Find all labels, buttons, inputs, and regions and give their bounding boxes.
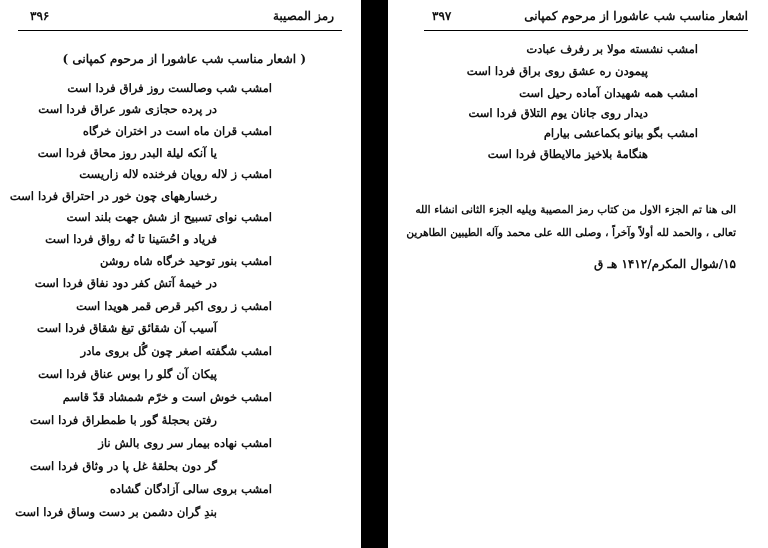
poem-line: امشب قران ماه است در اختران خرگاه: [82, 124, 272, 138]
poem-line: امشب شب وصالست روز فراق فردا است: [67, 81, 272, 95]
closing-paragraph-line2: تعالی ، والحمد لله أولاً وآخراً ، وصلی الله علی محمد وآله الطیبین الطاهرین: [406, 227, 736, 239]
poem-line: در پرده حجازی شور عراق فردا است: [38, 102, 217, 116]
closing-paragraph-line1: الی هنا تم الجزء الاول من کتاب رمز المصیبة ویلیه الجزء الثانی انشاء الله: [415, 204, 736, 216]
poem-line: بندِ گران دشمن بر دست وساق فردا است: [15, 505, 217, 519]
poem-line: امشب بروی سالی آزادگان گشاده: [109, 482, 272, 496]
poem-line: امشب ز روی اکبر قرص قمر هویدا است: [76, 299, 272, 313]
poem-line: امشب نهاده بیمار سر روی بالش ناز: [98, 436, 272, 450]
poem-line: رفتن بحجلهٔ گور با طمطراق فردا است: [30, 413, 217, 427]
book-spine: [361, 0, 388, 548]
poem-line: رخسارههای چون خور در احتراق فردا است: [9, 189, 217, 203]
date-line: ۱۵/شوال المکرم/۱۴۱۲ هـ ق: [593, 257, 736, 271]
poem-line: هنگامهٔ بلاخیز مالایطاق فردا است: [487, 147, 648, 161]
right-page: [388, 0, 768, 548]
poem-line: امشب نوای تسبیح از شش جهت بلند است: [66, 210, 272, 224]
poem-line: امشب خوش است و خرّم شمشاد قدّ قاسم: [62, 390, 272, 404]
right-header-rule: [424, 30, 748, 31]
poem-line: گر دون بحلقهٔ غل پا در وثاق فردا است: [30, 459, 217, 473]
poem-line: امشب نشسته مولا بر رفرف عبادت: [526, 42, 698, 56]
poem-line: در خیمهٔ آتش کفر دود نفاق فردا است: [34, 276, 217, 290]
poem-line: پیکان آن گلو را بوس عناق فردا است: [38, 367, 217, 381]
poem-line: امشب همه شهیدان آماده رحیل است: [519, 86, 698, 100]
poem-line: امشب شگفته اصغر چون گُل بروی مادر: [80, 344, 272, 358]
left-page: [0, 0, 360, 548]
poem-line: دیدار روی جانان یوم التلاق فردا است: [468, 106, 648, 120]
poem-line: امشب ز لاله رویان فرخنده لاله زاریست: [79, 167, 272, 181]
left-section-title: ( اشعار مناسب شب عاشورا از مرحوم کمپانی ): [62, 52, 306, 66]
left-header-rule: [18, 30, 342, 31]
poem-line: امشب بنور توحید خرگاه شاه روشن: [100, 254, 272, 268]
left-page-number: ۳۹۶: [30, 9, 50, 23]
right-page-number: ۳۹۷: [432, 9, 452, 23]
poem-line: امشب بگو بیانو بکماعشی بیارام: [543, 126, 698, 140]
poem-line: پیمودن ره عشق روی براق فردا است: [466, 64, 648, 78]
left-header-title: رمز المصيبة: [272, 9, 334, 23]
poem-line: آسیب آن شقائق تیغ شقاق فردا است: [37, 321, 217, 335]
right-header-title: اشعار مناسب شب عاشورا از مرحوم کمپانی: [524, 9, 748, 23]
poem-line: فریاد و احُسَینا تا نُه رواق فردا است: [45, 232, 217, 246]
poem-line: یا آنکه لیلة البدر روز محاق فردا است: [37, 146, 217, 160]
